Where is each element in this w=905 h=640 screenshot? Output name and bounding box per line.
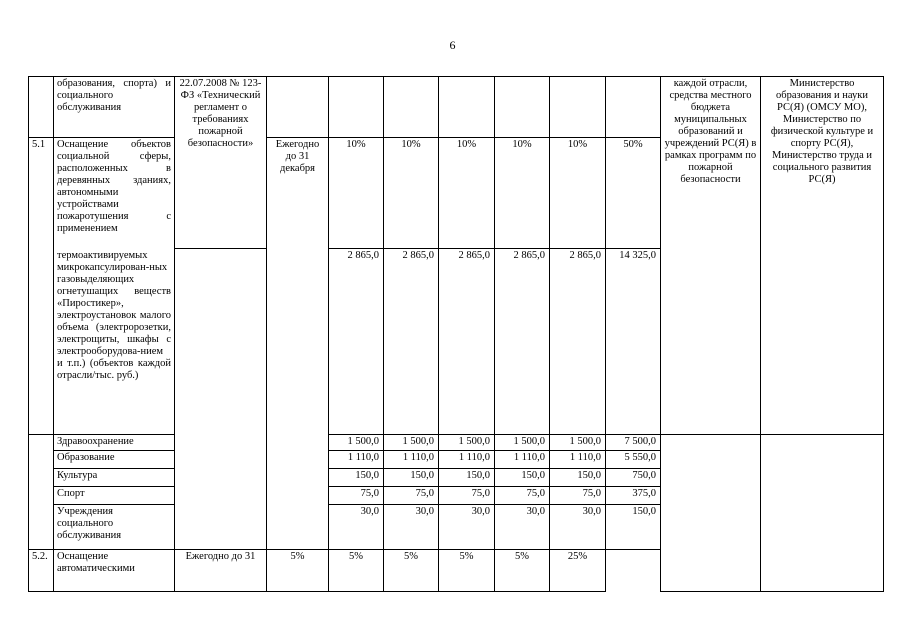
term-cell	[267, 77, 329, 138]
amount-cell: 30,0	[439, 505, 495, 550]
amount-cell: 75,0	[329, 487, 384, 505]
value-cell	[606, 77, 661, 138]
sector-name-cell: Здравоохранение	[54, 435, 175, 451]
percent-cell: 5%	[439, 550, 495, 592]
amount-cell: 150,0	[439, 469, 495, 487]
percent-cell: 5%	[384, 550, 439, 592]
term-cell: Ежегодно до 31	[175, 550, 267, 592]
amount-cell: 30,0	[495, 505, 550, 550]
amount-cell: 5 550,0	[606, 451, 661, 469]
responsible-cell: Министерство образования и науки РС(Я) (ОМСУ МО), Министерство по физической культуре и спорту РС(Я), Министерство труда и социального развития РС(Я)	[761, 77, 884, 435]
regulation-cell: 22.07.2008 № 123-ФЗ «Технический регламент о требованиях пожарной безопасности»	[175, 77, 267, 249]
percent-cell: 5%	[495, 550, 550, 592]
amount-cell: 30,0	[329, 505, 384, 550]
amount-cell: 75,0	[495, 487, 550, 505]
percent-cell: 50%	[606, 138, 661, 249]
row-number-cell: 5.2.	[29, 550, 54, 592]
row-number-cell	[29, 77, 54, 138]
amount-cell: 1 110,0	[550, 451, 606, 469]
amount-cell: 1 110,0	[495, 451, 550, 469]
value-cell	[495, 77, 550, 138]
measures-table	[28, 76, 884, 592]
percent-cell: 10%	[495, 138, 550, 249]
measure-name-cell: образования, спорта) и социального обслуживания	[54, 77, 175, 138]
row-number-cell	[29, 435, 54, 550]
amount-cell: 150,0	[384, 469, 439, 487]
amount-cell: 150,0	[606, 505, 661, 550]
amount-cell: 150,0	[495, 469, 550, 487]
value-cell	[329, 77, 384, 138]
amount-cell: 2 865,0	[439, 249, 495, 435]
measure-name-cell: термоактивируемых микрокапсулирован-ных газовыделяющих огнетушащих веществ «Пиростикер», электроустановок малого объема (электророзетки, электрощиты, шкафы с электрооборудова-нием и т.п.) (объектов каждой отрасли/тыс. руб.)	[54, 249, 175, 435]
table-row	[29, 77, 884, 138]
funding-source-cell	[661, 435, 761, 592]
percent-cell: 10%	[439, 138, 495, 249]
amount-cell: 2 865,0	[550, 249, 606, 435]
amount-cell: 14 325,0	[606, 249, 661, 435]
amount-cell: 1 500,0	[439, 435, 495, 451]
amount-cell: 1 500,0	[495, 435, 550, 451]
value-cell	[550, 77, 606, 138]
funding-source-cell: каждой отрасли, средства местного бюджета муниципальных образований и учреждений РС(Я) в рамках программ по пожарной безопасности	[661, 77, 761, 435]
row-number-cell: 5.1	[29, 138, 54, 435]
amount-cell: 1 500,0	[384, 435, 439, 451]
percent-cell: 5%	[267, 550, 329, 592]
amount-cell: 75,0	[550, 487, 606, 505]
amount-cell: 1 500,0	[329, 435, 384, 451]
amount-cell: 1 110,0	[329, 451, 384, 469]
measure-name-cell: Оснащение автоматическими	[54, 550, 175, 592]
percent-cell: 5%	[329, 550, 384, 592]
amount-cell: 2 865,0	[495, 249, 550, 435]
amount-cell: 1 110,0	[439, 451, 495, 469]
amount-cell: 75,0	[384, 487, 439, 505]
page-number: 6	[449, 38, 456, 52]
regulation-cell	[175, 249, 267, 550]
amount-cell: 7 500,0	[606, 435, 661, 451]
amount-cell: 2 865,0	[329, 249, 384, 435]
percent-cell: 25%	[550, 550, 606, 592]
percent-cell: 10%	[384, 138, 439, 249]
percent-cell: 10%	[550, 138, 606, 249]
sector-name-cell: Культура	[54, 469, 175, 487]
value-cell	[439, 77, 495, 138]
responsible-cell	[761, 435, 884, 592]
amount-cell: 2 865,0	[384, 249, 439, 435]
amount-cell: 1 110,0	[384, 451, 439, 469]
amount-cell: 1 500,0	[550, 435, 606, 451]
amount-cell: 750,0	[606, 469, 661, 487]
sector-name-cell: Учреждения социального обслуживания	[54, 505, 175, 550]
amount-cell: 375,0	[606, 487, 661, 505]
amount-cell: 30,0	[384, 505, 439, 550]
measure-name-cell: Оснащение объектов социальной сферы, расположенных в деревянных зданиях, автономными устройствами пожаротушения с применением	[54, 138, 175, 249]
percent-cell: 10%	[329, 138, 384, 249]
sector-name-cell: Образование	[54, 451, 175, 469]
amount-cell: 30,0	[550, 505, 606, 550]
amount-cell: 150,0	[550, 469, 606, 487]
sector-name-cell: Спорт	[54, 487, 175, 505]
value-cell	[384, 77, 439, 138]
term-cell: Ежегодно до 31 декабря	[267, 138, 329, 550]
amount-cell: 150,0	[329, 469, 384, 487]
amount-cell: 75,0	[439, 487, 495, 505]
table-row	[29, 435, 884, 451]
